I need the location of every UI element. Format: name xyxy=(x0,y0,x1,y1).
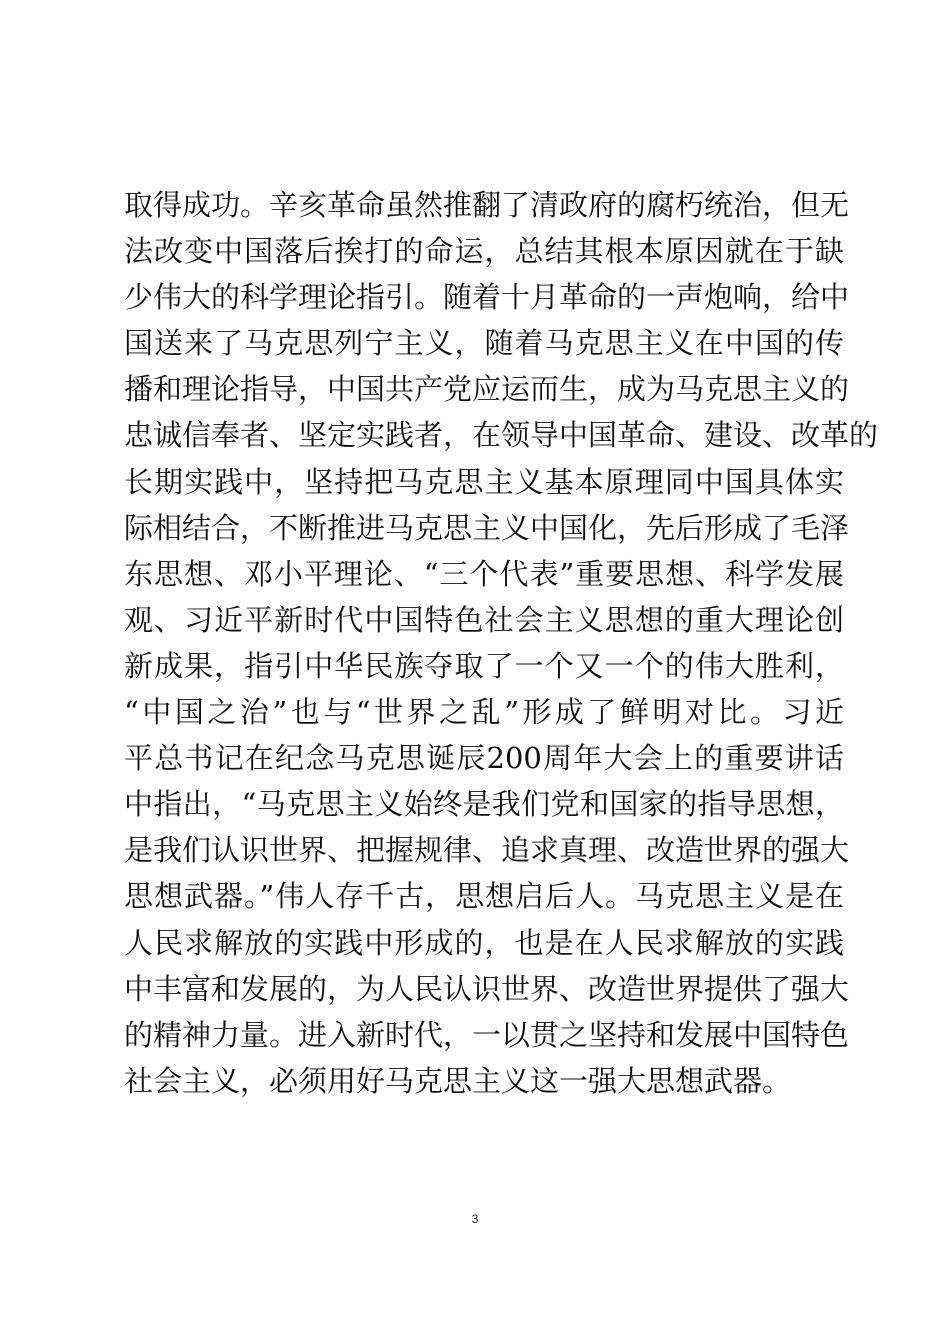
text-line: 中丰富和发展的，为人民认识世界、改造世界提供了强大 xyxy=(124,971,850,1006)
text-line: 法改变中国落后挨打的命运，总结其根本原因就在于缺 xyxy=(124,234,844,269)
text-line: 际相结合，不断推进马克思主义中国化，先后形成了毛泽 xyxy=(124,510,850,545)
text-line: 新成果，指引中华民族夺取了一个又一个的伟大胜利， xyxy=(124,648,844,683)
text-line: 平总书记在纪念马克思诞辰200周年大会上的重要讲话 xyxy=(124,741,844,776)
page-number: 3 xyxy=(471,1212,479,1226)
text-line: “中国之治”也与“世界之乱”形成了鲜明对比。习近 xyxy=(124,695,844,730)
text-line: 取得成功。辛亥革命虽然推翻了清政府的腐朽统治，但无 xyxy=(124,188,850,222)
text-line: 的精神力量。进入新时代，一以贯之坚持和发展中国特色 xyxy=(124,1017,850,1052)
text-line: 少伟大的科学理论指引。随着十月革命的一声炮响，给中 xyxy=(124,280,850,315)
body-paragraph xyxy=(124,182,879,1104)
text-line: 忠诚信奉者、坚定实践者，在领导中国革命、建设、改革的 xyxy=(124,418,879,453)
text-line: 东思想、邓小平理论、“三个代表”重要思想、科学发展 xyxy=(124,556,844,591)
text-line: 中指出，“马克思主义始终是我们党和国家的指导思想， xyxy=(124,787,844,822)
text-line: 社会主义，必须用好马克思主义这一强大思想武器。 xyxy=(124,1063,792,1098)
text-line: 人民求解放的实践中形成的，也是在人民求解放的实践 xyxy=(124,925,844,960)
text-line: 观、习近平新时代中国特色社会主义思想的重大理论创 xyxy=(124,602,844,637)
text-line: 国送来了马克思列宁主义，随着马克思主义在中国的传 xyxy=(124,326,844,361)
text-line: 播和理论指导，中国共产党应运而生，成为马克思主义的 xyxy=(124,372,850,407)
text-line: 长期实践中，坚持把马克思主义基本原理同中国具体实 xyxy=(124,464,844,499)
text-line: 思想武器。”伟人存千古，思想启后人。马克思主义是在 xyxy=(124,879,844,914)
text-line: 是我们认识世界、把握规律、追求真理、改造世界的强大 xyxy=(124,833,850,868)
